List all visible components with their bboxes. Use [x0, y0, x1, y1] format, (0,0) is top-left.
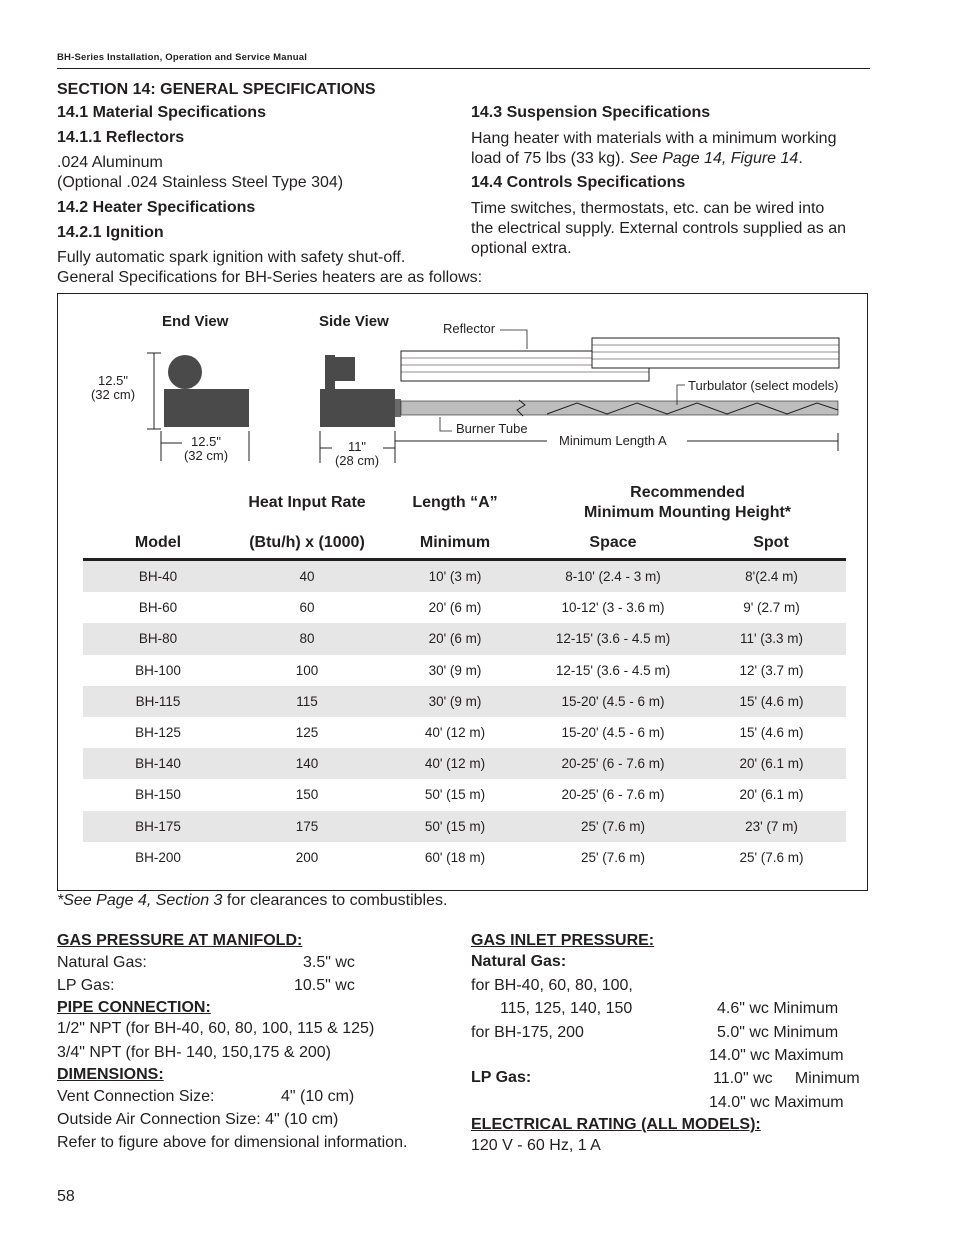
- cell-spot-height: 12' (3.7 m): [739, 662, 804, 678]
- outside-air-connection: Outside Air Connection Size: 4" (10 cm): [57, 1111, 339, 1128]
- cell-model: BH-150: [135, 787, 181, 803]
- end-width-dimension: [176, 435, 236, 463]
- header-rule: [57, 68, 870, 69]
- cell-length-a-min: 30' (9 m): [428, 662, 482, 678]
- end-height-cm: (32 cm): [90, 387, 136, 402]
- cell-spot-height: 25' (7.6 m): [739, 849, 804, 865]
- electrical-heading: ELECTRICAL RATING (ALL MODELS):: [471, 1116, 761, 1133]
- cell-length-a-min: 10' (3 m): [381, 561, 529, 592]
- cell-heat-input: 175: [233, 811, 381, 842]
- manifold-lp-label: LP Gas:: [57, 977, 115, 994]
- cell-length-a-min: 40' (12 m): [424, 725, 486, 741]
- table-row: [83, 623, 846, 654]
- ignition-text: Fully automatic spark ignition with safety shut-off.: [57, 249, 406, 266]
- cell-space-height: 10-12' (3 - 3.6 m): [561, 600, 665, 616]
- inlet-for-models-2: for BH-175, 200: [471, 1024, 584, 1041]
- cell-spot-height: 15' (4.6 m): [697, 686, 846, 717]
- cell-model: BH-140: [83, 748, 233, 779]
- section-title: SECTION 14: GENERAL SPECIFICATIONS: [57, 81, 376, 98]
- cell-spot-height: 20' (6.1 m): [739, 787, 804, 803]
- suspension-figure-ref: See Page 14, Figure 14: [629, 150, 799, 167]
- reflectors-line-1: .024 Aluminum: [57, 154, 163, 171]
- controls-line-3: optional extra.: [471, 240, 572, 257]
- cell-heat-input: 115: [233, 686, 381, 717]
- header-minimum: Minimum: [419, 534, 491, 551]
- cell-length-a-min: 60' (18 m): [424, 849, 486, 865]
- manifold-lp-value: 10.5" wc: [294, 977, 355, 994]
- table-row: [83, 748, 846, 779]
- cell-length-a-min: 20' (6 m): [381, 623, 529, 654]
- cell-spot-height: 15' (4.6 m): [739, 725, 804, 741]
- suspension-line-1: Hang heater with materials with a minimum working: [471, 130, 837, 147]
- cell-space-height: 15-20' (4.5 - 6 m): [561, 725, 665, 741]
- table-row: [83, 717, 846, 748]
- manifold-natural-label: Natural Gas:: [57, 954, 147, 971]
- header-btuh: (Btu/h) x (1000): [249, 534, 365, 551]
- end-view-vent-outlet: [168, 355, 202, 389]
- header-spot: Spot: [753, 534, 789, 551]
- end-view-label: End View: [162, 313, 229, 330]
- inlet-natural-label: Natural Gas:: [471, 953, 567, 970]
- table-row: [83, 842, 846, 873]
- header-model: Model: [134, 534, 182, 551]
- cell-space-height: 12-15' (3.6 - 4.5 m): [529, 623, 697, 654]
- side-width-inches: 11": [347, 439, 367, 454]
- ignition-heading: 14.2.1 Ignition: [57, 224, 164, 241]
- cell-space-height: 20-25' (6 - 7.6 m): [529, 748, 697, 779]
- suspension-line-2-plain: load of 75 lbs (33 kg).: [471, 150, 630, 167]
- footnote-reference: *See Page 4, Section 3: [57, 892, 223, 909]
- pipe-connection-heading: PIPE CONNECTION:: [57, 999, 211, 1016]
- header-min-mounting-height: Minimum Mounting Height*: [583, 504, 792, 521]
- cell-heat-input: 100: [295, 662, 319, 678]
- burner-tube: [401, 401, 838, 415]
- cell-space-height: 25' (7.6 m): [580, 849, 646, 865]
- heater-heading: 14.2 Heater Specifications: [57, 199, 256, 216]
- suspension-line-2-end: .: [798, 150, 803, 167]
- cell-model: BH-100: [135, 662, 181, 678]
- cell-spot-height: 8'(2.4 m): [697, 561, 846, 592]
- cell-heat-input: 150: [295, 787, 319, 803]
- dimensions-heading: DIMENSIONS:: [57, 1066, 164, 1083]
- end-view-burner-box: [164, 389, 249, 427]
- cell-heat-input: 200: [295, 849, 319, 865]
- table-row: [83, 592, 846, 623]
- inlet-for-models-1: for BH-40, 60, 80, 100,: [471, 977, 633, 994]
- controls-line-1: Time switches, thermostats, etc. can be wired into: [471, 200, 825, 217]
- suspension-line-2: [471, 149, 803, 169]
- inlet-natural-max: 14.0" wc Maximum: [709, 1047, 844, 1064]
- cell-length-a-min: 40' (12 m): [381, 748, 529, 779]
- side-width-dimension: [327, 440, 387, 468]
- cell-space-height: 15-20' (4.5 - 6 m): [529, 686, 697, 717]
- cell-model: BH-200: [135, 849, 181, 865]
- burner-tube-label: Burner Tube: [456, 421, 528, 436]
- cell-model: BH-115: [83, 686, 233, 717]
- cell-heat-input: 60: [299, 600, 315, 616]
- cell-space-height: 20-25' (6 - 7.6 m): [561, 787, 665, 803]
- vent-connection-value: 4" (10 cm): [281, 1088, 355, 1105]
- cell-space-height: 25' (7.6 m): [529, 811, 697, 842]
- footnote-text: for clearances to combustibles.: [222, 892, 448, 909]
- end-width-inches: 12.5": [191, 434, 221, 449]
- cell-heat-input: 40: [233, 561, 381, 592]
- header-length-a: Length “A”: [412, 494, 498, 511]
- side-width-cm: (28 cm): [334, 453, 380, 468]
- refer-to-figure: Refer to figure above for dimensional information.: [57, 1134, 408, 1151]
- end-height-inches: 12.5": [98, 373, 128, 388]
- min-length-label: Minimum Length A: [559, 433, 667, 448]
- turbulator-label: Turbulator (select models): [688, 378, 839, 393]
- inlet-for-models-1b: 115, 125, 140, 150: [500, 1000, 633, 1017]
- table-row: [83, 686, 846, 717]
- table-row: [83, 655, 846, 686]
- header-recommended: Recommended: [630, 484, 745, 501]
- table-row: [83, 779, 846, 810]
- inlet-lp-min: 11.0" wc Minimum: [713, 1070, 860, 1087]
- cell-heat-input: 125: [295, 725, 319, 741]
- header-heat-input-rate: Heat Input Rate: [248, 494, 366, 511]
- page-number: 58: [57, 1188, 75, 1205]
- running-header: BH-Series Installation, Operation and Service Manual: [57, 52, 308, 63]
- cell-model: BH-40: [83, 561, 233, 592]
- cell-heat-input: 140: [233, 748, 381, 779]
- reflector-label: Reflector: [443, 321, 496, 336]
- cell-heat-input: 80: [233, 623, 381, 654]
- gas-inlet-heading: GAS INLET PRESSURE:: [471, 932, 655, 949]
- cell-spot-height: 23' (7 m): [697, 811, 846, 842]
- cell-model: BH-60: [138, 600, 178, 616]
- end-height-dimension: [88, 374, 138, 402]
- reflectors-line-2: (Optional .024 Stainless Steel Type 304): [57, 174, 344, 191]
- table-row: [83, 811, 846, 842]
- cell-model: BH-80: [83, 623, 233, 654]
- cell-length-a-min: 50' (15 m): [424, 787, 486, 803]
- header-space: Space: [589, 534, 637, 551]
- end-width-cm: (32 cm): [183, 448, 229, 463]
- table-row: [83, 561, 846, 592]
- cell-model: BH-175: [83, 811, 233, 842]
- side-view-label: Side View: [319, 313, 389, 330]
- side-view-burner-box: [320, 389, 395, 427]
- suspension-heading: 14.3 Suspension Specifications: [471, 104, 711, 121]
- vent-connection-label: Vent Connection Size:: [57, 1088, 215, 1105]
- inlet-lp-label: LP Gas:: [471, 1069, 532, 1086]
- inlet-natural-min-1: 4.6" wc Minimum: [717, 1000, 839, 1017]
- cell-length-a-min: 30' (9 m): [381, 686, 529, 717]
- specifications-table: [83, 561, 846, 873]
- pipe-line-1: 1/2" NPT (for BH-40, 60, 80, 100, 115 & 125): [57, 1020, 375, 1037]
- reflectors-heading: 14.1.1 Reflectors: [57, 129, 185, 146]
- cell-length-a-min: 20' (6 m): [428, 600, 482, 616]
- cell-spot-height: 9' (2.7 m): [743, 600, 800, 616]
- clearance-footnote: [57, 891, 447, 911]
- cell-model: BH-125: [135, 725, 181, 741]
- manifold-natural-value: 3.5" wc: [303, 954, 355, 971]
- inlet-lp-max: 14.0" wc Maximum: [709, 1094, 844, 1111]
- controls-heading: 14.4 Controls Specifications: [471, 174, 686, 191]
- cell-length-a-min: 50' (15 m): [381, 811, 529, 842]
- electrical-value: 120 V - 60 Hz, 1 A: [471, 1137, 601, 1154]
- cell-spot-height: 11' (3.3 m): [697, 623, 846, 654]
- inlet-natural-min-2: 5.0" wc Minimum: [717, 1024, 839, 1041]
- reflector-section-2: [592, 338, 839, 368]
- general-intro-text: General Specifications for BH-Series heaters are as follows:: [57, 269, 483, 286]
- cell-space-height: 8-10' (2.4 - 3 m): [529, 561, 697, 592]
- controls-line-2: the electrical supply. External controls supplied as an: [471, 220, 847, 237]
- material-heading: 14.1 Material Specifications: [57, 104, 266, 121]
- gas-pressure-heading: GAS PRESSURE AT MANIFOLD:: [57, 932, 303, 949]
- cell-spot-height: 20' (6.1 m): [697, 748, 846, 779]
- pipe-line-2: 3/4" NPT (for BH- 140, 150,175 & 200): [57, 1044, 331, 1061]
- cell-space-height: 12-15' (3.6 - 4.5 m): [555, 662, 671, 678]
